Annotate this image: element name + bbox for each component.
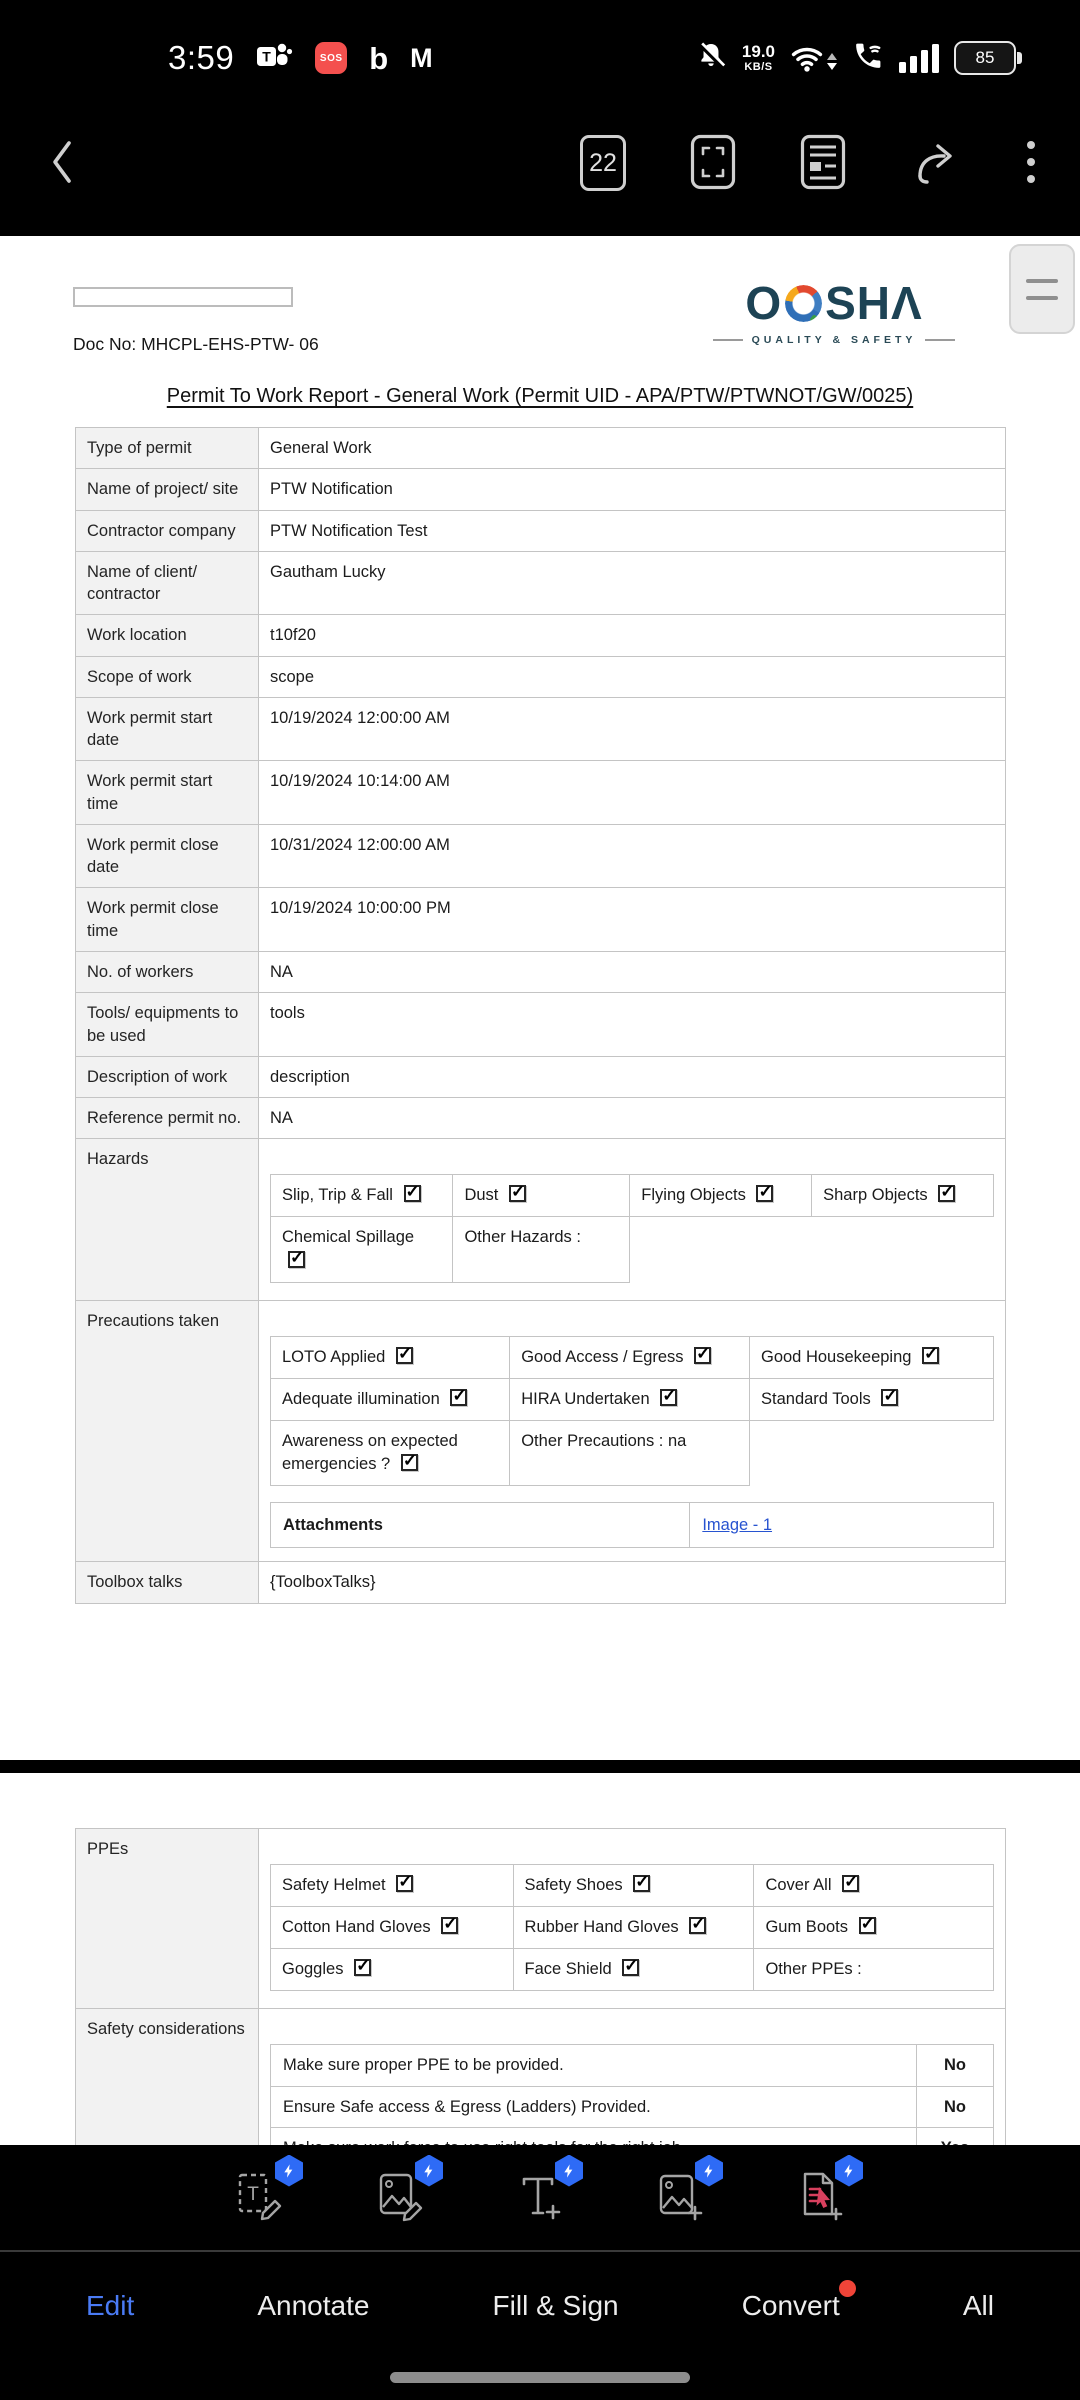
grid-cell: Cover All ✓ xyxy=(754,1865,994,1907)
grid-cell: Chemical Spillage ✓ xyxy=(271,1217,453,1282)
checkbox-checked-icon xyxy=(938,1185,955,1202)
status-bar xyxy=(0,0,1080,90)
checkbox-checked-icon xyxy=(354,1959,371,1976)
grid-cell: HIRA Undertaken ✓ xyxy=(510,1378,750,1420)
checkbox-checked-icon xyxy=(396,1347,413,1364)
row-value: PTW Notification xyxy=(259,469,1006,510)
row-value: 10/19/2024 10:00:00 PM xyxy=(259,888,1006,952)
signal-strength-icon xyxy=(899,43,939,73)
teams-icon xyxy=(256,40,293,76)
grid-cell: Other PPEs : xyxy=(754,1949,994,1991)
attachment-link[interactable]: Image - 1 xyxy=(702,1515,773,1534)
table-row xyxy=(76,697,1006,761)
grid-cell: Other Precautions : na xyxy=(510,1420,750,1485)
row-label: Type of permit xyxy=(76,428,259,469)
logo-letters: SH xyxy=(825,277,891,329)
fit-page-icon xyxy=(690,134,736,193)
row-value xyxy=(259,1300,1006,1562)
overflow-menu-button[interactable] xyxy=(1026,139,1036,188)
scroll-handle[interactable] xyxy=(1009,244,1075,334)
permit-info-table xyxy=(75,427,1006,1604)
status-right-cluster xyxy=(695,40,1022,77)
attachments-table xyxy=(270,1502,994,1548)
grid-row xyxy=(271,1949,994,1991)
grid-cell: Other Hazards : xyxy=(453,1217,630,1282)
empty-form-field[interactable] xyxy=(73,287,293,307)
m-icon: M xyxy=(410,42,433,73)
oqsha-logo xyxy=(714,277,954,346)
grid-cell: Standard Tools ✓ xyxy=(750,1378,994,1420)
grid-cell: Safety Helmet ✓ xyxy=(271,1865,514,1907)
table-row xyxy=(76,888,1006,952)
checkbox-checked-icon xyxy=(756,1185,773,1202)
table-row xyxy=(76,615,1006,656)
grid-row xyxy=(271,1175,994,1217)
row-label: Tools/ equipments to be used xyxy=(76,993,259,1057)
checkbox-checked-icon xyxy=(859,1917,876,1934)
grid-cell: Awareness on expected emergencies ? ✓ xyxy=(271,1420,510,1485)
row-label: Contractor company xyxy=(76,510,259,551)
table-row xyxy=(76,993,1006,1057)
add-image-button[interactable] xyxy=(651,2167,709,2229)
row-value: NA xyxy=(259,1098,1006,1139)
grid-cell: Good Housekeeping ✓ xyxy=(750,1336,994,1378)
nav-tab-convert[interactable]: Convert xyxy=(742,2290,840,2322)
reader-view-button[interactable] xyxy=(800,134,846,193)
row-value: description xyxy=(259,1056,1006,1097)
row-label: Work permit close date xyxy=(76,824,259,888)
table-row xyxy=(76,1098,1006,1139)
row-value: General Work xyxy=(259,428,1006,469)
row-value: 10/19/2024 10:14:00 AM xyxy=(259,761,1006,825)
notification-dot xyxy=(839,2280,856,2297)
share-button[interactable] xyxy=(910,136,962,191)
grid-cell: Flying Objects ✓ xyxy=(630,1175,812,1217)
safety-row xyxy=(271,2086,994,2127)
attachments-label: Attachments xyxy=(271,1502,690,1547)
edit-document-ai-icon xyxy=(792,2213,848,2228)
attachments-row xyxy=(271,1502,994,1547)
checkbox-checked-icon xyxy=(396,1875,413,1892)
row-value: Gautham Lucky xyxy=(259,551,1006,615)
hazards-grid xyxy=(270,1174,994,1282)
page-indicator: 22 xyxy=(580,135,626,191)
grid-cell: Cotton Hand Gloves ✓ xyxy=(271,1907,514,1949)
grid-row xyxy=(271,1217,994,1282)
clock: 3:59 xyxy=(168,39,235,76)
ppes-grid xyxy=(270,1864,994,1991)
nav-tab-fill-sign[interactable]: Fill & Sign xyxy=(492,2290,619,2321)
checkbox-checked-icon xyxy=(509,1185,526,1202)
table-row xyxy=(76,1829,1006,2009)
row-value: {ToolboxTalks} xyxy=(259,1562,1006,1603)
battery-icon xyxy=(954,41,1022,75)
svg-text:T: T xyxy=(247,2184,259,2205)
add-text-icon xyxy=(512,2213,568,2228)
checkbox-checked-icon xyxy=(842,1875,859,1892)
report-title: Permit To Work Report - General Work (Permit UID - APA/PTW/PTWNOT/GW/0025) xyxy=(166,385,914,407)
checkbox-checked-icon xyxy=(441,1917,458,1934)
grid-filler xyxy=(750,1420,994,1485)
checkbox-checked-icon xyxy=(689,1917,706,1934)
fit-page-button[interactable] xyxy=(690,134,736,193)
row-label: Toolbox talks xyxy=(76,1562,259,1603)
add-text-button[interactable] xyxy=(511,2167,569,2229)
table-row xyxy=(76,1300,1006,1562)
row-label: Safety considerations xyxy=(76,2009,259,2230)
row-label: Work location xyxy=(76,615,259,656)
page-indicator-button[interactable] xyxy=(580,135,626,191)
checkbox-checked-icon xyxy=(288,1251,305,1268)
battery-percent: 85 xyxy=(954,41,1016,75)
attachment-cell xyxy=(690,1502,994,1547)
app-toolbar xyxy=(0,90,1080,236)
grid-cell: Face Shield ✓ xyxy=(513,1949,754,1991)
nav-tab-edit[interactable]: Edit xyxy=(86,2290,135,2321)
checkbox-checked-icon xyxy=(401,1454,418,1471)
checkbox-checked-icon xyxy=(404,1185,421,1202)
wifi-icon xyxy=(790,43,837,73)
table-row xyxy=(76,469,1006,510)
grid-row xyxy=(271,1378,994,1420)
logo-letter: O xyxy=(745,277,783,329)
page-break-divider xyxy=(0,1760,1080,1773)
safety-row xyxy=(271,2045,994,2086)
row-label: Reference permit no. xyxy=(76,1098,259,1139)
checkbox-checked-icon xyxy=(633,1875,650,1892)
row-label: Description of work xyxy=(76,1056,259,1097)
row-label: PPEs xyxy=(76,1829,259,2009)
edit-text-icon xyxy=(232,2184,288,2228)
grid-cell: Rubber Hand Gloves ✓ xyxy=(513,1907,754,1949)
table-row xyxy=(76,1056,1006,1097)
grid-row xyxy=(271,1907,994,1949)
bottom-nav xyxy=(0,2252,1080,2400)
precautions-grid xyxy=(270,1336,994,1486)
logo-tagline: QUALITY & SAFETY xyxy=(714,334,954,346)
table-row xyxy=(76,551,1006,615)
edit-tool-strip xyxy=(0,2145,1080,2252)
row-value: 10/19/2024 12:00:00 AM xyxy=(259,697,1006,761)
grid-cell: Good Access / Egress ✓ xyxy=(510,1336,750,1378)
wifi-calling-icon xyxy=(852,40,884,77)
edit-image-icon xyxy=(372,2213,428,2228)
svg-text:T: T xyxy=(262,48,272,65)
table-row xyxy=(76,951,1006,992)
grid-cell: Sharp Objects ✓ xyxy=(812,1175,994,1217)
row-value: scope xyxy=(259,656,1006,697)
grid-row xyxy=(271,1420,994,1485)
checkbox-checked-icon xyxy=(660,1389,677,1406)
row-value xyxy=(259,1139,1006,1300)
back-icon xyxy=(46,136,78,191)
logo-lambda: Λ xyxy=(891,277,923,329)
row-label: Work permit start time xyxy=(76,761,259,825)
table-row xyxy=(76,1562,1006,1603)
row-value: NA xyxy=(259,951,1006,992)
grid-row xyxy=(271,1865,994,1907)
row-value: t10f20 xyxy=(259,615,1006,656)
table-row xyxy=(76,428,1006,469)
edit-image-button[interactable] xyxy=(371,2167,429,2229)
sos-badge: SOS xyxy=(315,42,347,74)
nav-tab-annotate[interactable]: Annotate xyxy=(257,2290,370,2321)
row-value: 10/31/2024 12:00:00 AM xyxy=(259,824,1006,888)
grid-cell: LOTO Applied ✓ xyxy=(271,1336,510,1378)
home-indicator[interactable] xyxy=(390,2372,690,2383)
network-speed: 19.0 KB/S xyxy=(741,42,775,73)
edit-document-button[interactable] xyxy=(791,2167,849,2229)
grid-cell: Dust ✓ xyxy=(453,1175,630,1217)
nav-tab-all[interactable]: All xyxy=(962,2290,994,2321)
grid-filler xyxy=(630,1217,994,1282)
add-image-icon xyxy=(652,2213,708,2228)
share-icon xyxy=(910,136,962,191)
reader-view-icon xyxy=(800,134,846,193)
row-label: Scope of work xyxy=(76,656,259,697)
edit-text-button[interactable] xyxy=(231,2167,289,2229)
doc-number: Doc No: MHCPL-EHS-PTW- 06 xyxy=(73,334,319,354)
row-label: Precautions taken xyxy=(76,1300,259,1562)
row-value xyxy=(259,1829,1006,2009)
grid-cell: Goggles ✓ xyxy=(271,1949,514,1991)
overflow-menu-icon xyxy=(1026,139,1036,188)
row-value: tools xyxy=(259,993,1006,1057)
grid-cell: Slip, Trip & Fall ✓ xyxy=(271,1175,453,1217)
row-label: Work permit close time xyxy=(76,888,259,952)
status-left-cluster xyxy=(168,39,433,77)
table-row xyxy=(76,761,1006,825)
logo-q-ring-icon xyxy=(785,285,822,322)
row-value: PTW Notification Test xyxy=(259,510,1006,551)
safety-statement: Make sure proper PPE to be provided. xyxy=(271,2045,917,2086)
row-label: Hazards xyxy=(76,1139,259,1300)
bing-icon: b xyxy=(369,40,389,76)
back-button[interactable] xyxy=(46,136,78,191)
checkbox-checked-icon xyxy=(450,1389,467,1406)
row-label: Work permit start date xyxy=(76,697,259,761)
grid-cell: Gum Boots ✓ xyxy=(754,1907,994,1949)
table-row xyxy=(76,656,1006,697)
row-label: Name of client/ contractor xyxy=(76,551,259,615)
row-label: No. of workers xyxy=(76,951,259,992)
checkbox-checked-icon xyxy=(922,1347,939,1364)
grid-row xyxy=(271,1336,994,1378)
grid-cell: Safety Shoes ✓ xyxy=(513,1865,754,1907)
table-row xyxy=(76,1139,1006,1300)
document-page xyxy=(0,236,1080,2145)
checkbox-checked-icon xyxy=(881,1389,898,1406)
checkbox-checked-icon xyxy=(694,1347,711,1364)
safety-statement: Ensure Safe access & Egress (Ladders) Provided. xyxy=(271,2086,917,2127)
checkbox-checked-icon xyxy=(622,1959,639,1976)
table-row xyxy=(76,510,1006,551)
safety-answer: No xyxy=(917,2086,994,2127)
table-row xyxy=(76,824,1006,888)
row-label: Name of project/ site xyxy=(76,469,259,510)
notifications-muted-icon xyxy=(695,40,727,77)
safety-answer: No xyxy=(917,2045,994,2086)
grid-cell: Adequate illumination ✓ xyxy=(271,1378,510,1420)
